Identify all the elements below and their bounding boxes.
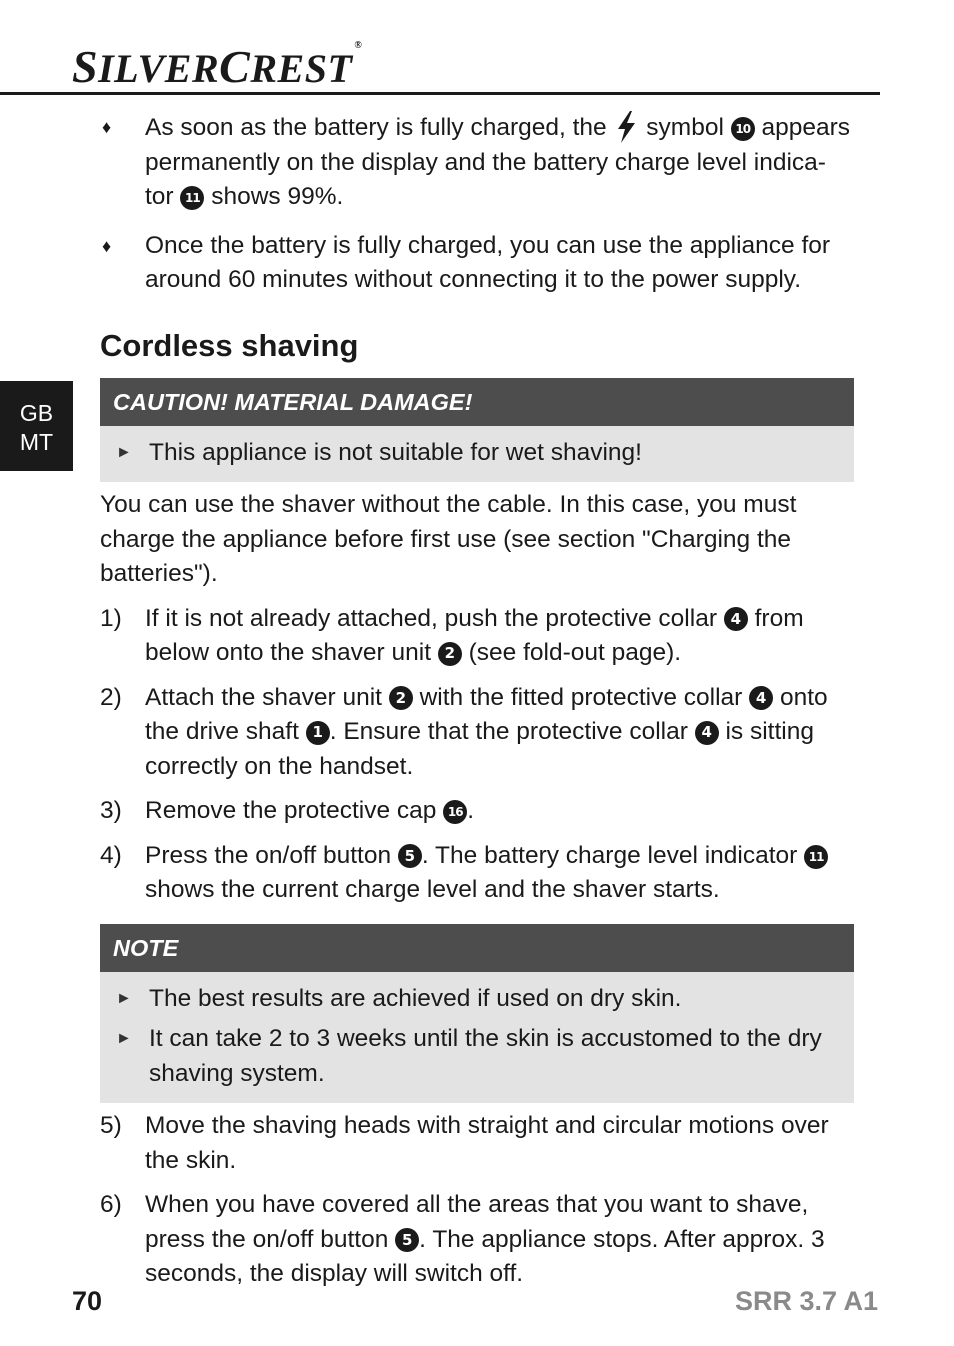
bullet-text: As soon as the battery is fully charged, the	[145, 114, 614, 141]
step-text: . Ensure that the protective collar	[329, 718, 695, 745]
caution-box	[100, 378, 854, 483]
ref-number-badge: 10	[731, 117, 755, 141]
note-body	[100, 972, 854, 1104]
note-text: The best results are achieved if used on dry skin.	[149, 984, 682, 1012]
ref-number-badge: 4	[724, 607, 748, 631]
ref-number-badge: 5	[395, 1228, 419, 1252]
step-text: (see fold-out page).	[461, 639, 682, 666]
note-text: It can take 2 to 3 weeks until the skin is accustomed to the dry shaving system.	[149, 1025, 822, 1087]
step-text: Move the shaving heads with straight and circular motions over the skin.	[145, 1112, 829, 1174]
step-text: .	[467, 797, 475, 824]
diamond-bullet-icon: ♦	[102, 117, 112, 137]
ref-number-badge: 11	[180, 186, 204, 210]
language-gb: GB	[19, 400, 54, 426]
ref-number-badge: 11	[804, 845, 828, 869]
bullet-text: Once the battery is fully charged, you can use the appliance for around 60 minutes without connecting it to the power supply.	[145, 231, 831, 293]
diamond-bullet-icon: ♦	[102, 235, 112, 256]
logo-word-ilver: ILVER	[98, 46, 220, 91]
logo-letter-c: C	[219, 41, 251, 92]
step-item	[100, 794, 854, 829]
note-heading: NOTE	[100, 924, 854, 972]
ref-number-badge: 1	[306, 721, 330, 745]
model-number: SRR 3.7 A1	[734, 1286, 878, 1316]
language-tab	[0, 381, 73, 471]
step-item	[100, 681, 854, 785]
triangle-pointer-icon: ►	[116, 443, 132, 461]
step-item	[100, 839, 854, 908]
step-number: 4)	[100, 841, 122, 869]
step-text: Remove the protective cap	[145, 797, 444, 824]
brand-logo	[72, 40, 362, 93]
ref-number-badge: 16	[443, 800, 467, 824]
header-rule	[0, 92, 880, 95]
step-item	[100, 602, 854, 671]
logo-letter-s: S	[72, 41, 99, 92]
ref-number-badge: 5	[398, 844, 422, 868]
bullet-text: appears permanently on the display and the battery charge level indica-tor	[145, 114, 851, 210]
ref-number-badge: 4	[695, 721, 719, 745]
step-item	[100, 1109, 854, 1178]
registered-mark: ®	[354, 40, 363, 51]
step-text: Attach the shaver unit	[145, 683, 389, 711]
step-text: Press the on/off button	[145, 841, 398, 869]
intro-paragraph: You can use the shaver without the cable. In this case, you must charge the appliance before first use (see section "Charging the batteries").	[100, 491, 797, 587]
step-text: . The appliance stops. After approx. 3 seconds, the display will switch off.	[145, 1225, 825, 1287]
bullet-item	[100, 229, 854, 298]
step-number: 5)	[100, 1112, 122, 1139]
caution-text: This appliance is not suitable for wet shaving!	[149, 438, 642, 466]
step-text: . The battery charge level indicator	[421, 841, 805, 869]
ref-number-badge: 4	[749, 686, 773, 710]
note-item	[112, 982, 842, 1017]
step-number: 1)	[100, 604, 122, 632]
note-box	[100, 924, 854, 1104]
step-text: shows the current charge level and the shaver starts.	[145, 876, 720, 903]
bullet-text: shows 99%.	[204, 183, 344, 210]
step-text: from below onto the shaver unit	[145, 604, 804, 666]
page-content	[100, 110, 854, 1302]
page-number: 70	[72, 1286, 103, 1316]
step-number: 3)	[100, 797, 122, 824]
logo-word-rest: REST	[250, 46, 353, 91]
step-text: onto the drive shaft	[145, 683, 828, 745]
note-item	[112, 1022, 842, 1091]
caution-item	[112, 436, 842, 471]
step-text: When you have covered all the areas that you want to shave, press the on/off button	[145, 1191, 809, 1253]
bullet-text: symbol	[639, 114, 731, 141]
section-title: Cordless shaving	[100, 327, 359, 363]
step-number: 2)	[100, 683, 122, 711]
caution-heading: CAUTION! MATERIAL DAMAGE!	[100, 378, 854, 426]
caution-body	[100, 426, 854, 483]
bullet-item	[100, 110, 854, 215]
lightning-bolt-icon	[613, 110, 639, 144]
step-text: is sitting correctly on the handset.	[145, 718, 814, 780]
ref-number-badge: 2	[438, 642, 462, 666]
step-item	[100, 1188, 854, 1292]
triangle-pointer-icon: ►	[116, 1030, 132, 1047]
step-text: If it is not already attached, push the protective collar	[145, 604, 724, 632]
step-text: with the fitted protective collar	[412, 683, 750, 711]
ref-number-badge: 2	[389, 686, 413, 710]
triangle-pointer-icon: ►	[116, 989, 132, 1007]
language-mt: MT	[19, 429, 54, 455]
step-number: 6)	[100, 1191, 122, 1218]
